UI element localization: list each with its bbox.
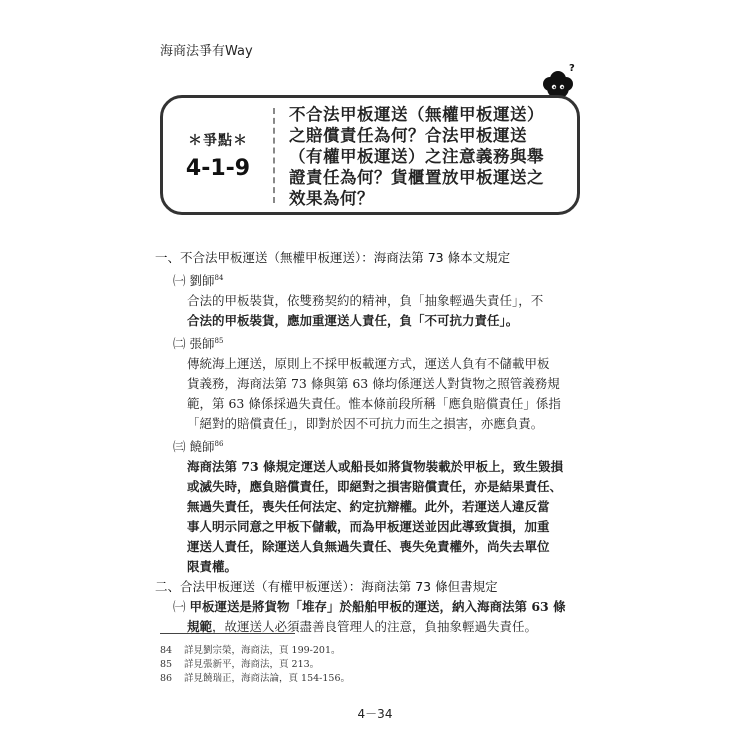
topic-title-line: （有權甲板運送）之注意義務與舉 [289, 147, 544, 166]
svg-text:?: ? [569, 63, 575, 74]
topic-title-line: 證責任為何？貨櫃置放甲板運送之 [289, 168, 544, 187]
section-heading-2: 二、合法甲板運送（有權甲板運送）：海商法第 73 條但書規定 [155, 579, 498, 595]
footnote-item [160, 658, 350, 672]
footnote-number: 84 [160, 645, 173, 656]
section-heading-1: 一、不合法甲板運送（無權甲板運送）：海商法第 73 條本文規定 [155, 250, 511, 265]
footnote-rule [160, 633, 295, 634]
text-line [173, 617, 585, 637]
text-line [173, 597, 585, 617]
subsection-heading [173, 268, 585, 291]
text-line: 傳統海上運送，原則上不採甲板載運方式，運送人負有不儲載甲板 [187, 356, 550, 372]
topic-label: ＊爭點＊ [188, 132, 248, 149]
subsection-heading [173, 434, 585, 457]
text-line: 合法的甲板裝貨，應加重運送人責任，負「不可抗力責任」。 [187, 313, 519, 329]
topic-box [160, 95, 580, 215]
author-name: 劉師 [189, 273, 215, 289]
subsection-legal-deck [173, 597, 585, 637]
paragraph [173, 291, 585, 331]
topic-title-line: 效果為何？ [289, 189, 374, 208]
paragraph [173, 354, 585, 434]
author-name: 饒師 [189, 439, 215, 455]
footnote-text: 詳見劉宗榮，海商法，頁 199-201。 [184, 645, 341, 656]
body-content [155, 248, 585, 637]
text-line: 海商法第 73 條規定運送人或船長如將貨物裝載於甲板上，致生毀損 [187, 459, 564, 475]
plain-text: ，故運送人必須盡善良管理人的注意，負抽象輕過失責任。 [212, 619, 538, 635]
subsection-rao [173, 434, 585, 577]
topic-title-line: 不合法甲板運送（無權甲板運送） [289, 105, 544, 124]
subsection-marker: ㈢ [173, 439, 186, 455]
text-line: 運送人責任，除運送人負無過失責任、喪失免責權外，尚失去單位 [187, 539, 550, 555]
footnote-text: 詳見饒瑞正，海商法論，頁 154-156。 [184, 673, 350, 684]
topic-title-line: 之賠償責任為何？合法甲板運送 [289, 126, 527, 145]
text-line: 「絕對的賠償責任」，即對於因不可抗力而生之損害，亦應負責。 [187, 416, 544, 432]
text-line: 貨義務，海商法第 73 條與第 63 條均係運送人對貨物之照管義務規 [187, 376, 560, 392]
topic-label-area [163, 98, 273, 212]
text-line: 範，第 63 條係採過失責任。惟本條前段所稱「應負賠償責任」係指 [187, 396, 561, 412]
topic-divider [273, 108, 275, 203]
topic-number: 4-1-9 [185, 155, 251, 181]
subsection-liu [173, 268, 585, 331]
subsection-marker: ㈠ [173, 599, 186, 615]
text-line: 事人明示同意之甲板下儲載，而為甲板運送並因此導致貨損，加重 [187, 519, 550, 535]
running-header: 海商法爭有Way [160, 44, 253, 59]
footnote-number: 85 [160, 659, 173, 670]
footnote-item [160, 644, 350, 658]
subsection-heading [173, 331, 585, 354]
footnote-number: 86 [160, 673, 173, 684]
text-line: 無過失責任，喪失任何法定、約定抗辯權。此外，若運送人違反當 [187, 499, 550, 515]
subsection-marker: ㈠ [173, 273, 186, 289]
text-line: 限責權。 [187, 559, 238, 575]
footnote-ref: 85 [214, 337, 224, 346]
footnotes [160, 644, 350, 686]
author-name: 張師 [189, 336, 215, 352]
paragraph [173, 597, 585, 637]
subsection-marker: ㈡ [173, 336, 186, 352]
text-line: 或滅失時，應負賠償責任，即絕對之損害賠償責任，亦是結果責任、 [187, 479, 563, 495]
bold-text: 規範 [187, 619, 213, 635]
footnote-item [160, 672, 350, 686]
footnote-ref: 86 [214, 440, 224, 449]
footnote-ref: 84 [214, 274, 224, 282]
text-line: 合法的甲板裝貨，依雙務契約的精神，負「抽象輕過失責任」，不 [187, 293, 544, 309]
topic-title [289, 104, 575, 209]
bold-text: 甲板運送是將貨物「堆存」於船舶甲板的運送，納入海商法第 63 條 [189, 599, 566, 615]
paragraph [173, 457, 585, 577]
page-number: 4－34 [357, 707, 393, 721]
subsection-zhang [173, 331, 585, 434]
footnote-text: 詳見張新平，海商法，頁 213。 [184, 659, 320, 670]
